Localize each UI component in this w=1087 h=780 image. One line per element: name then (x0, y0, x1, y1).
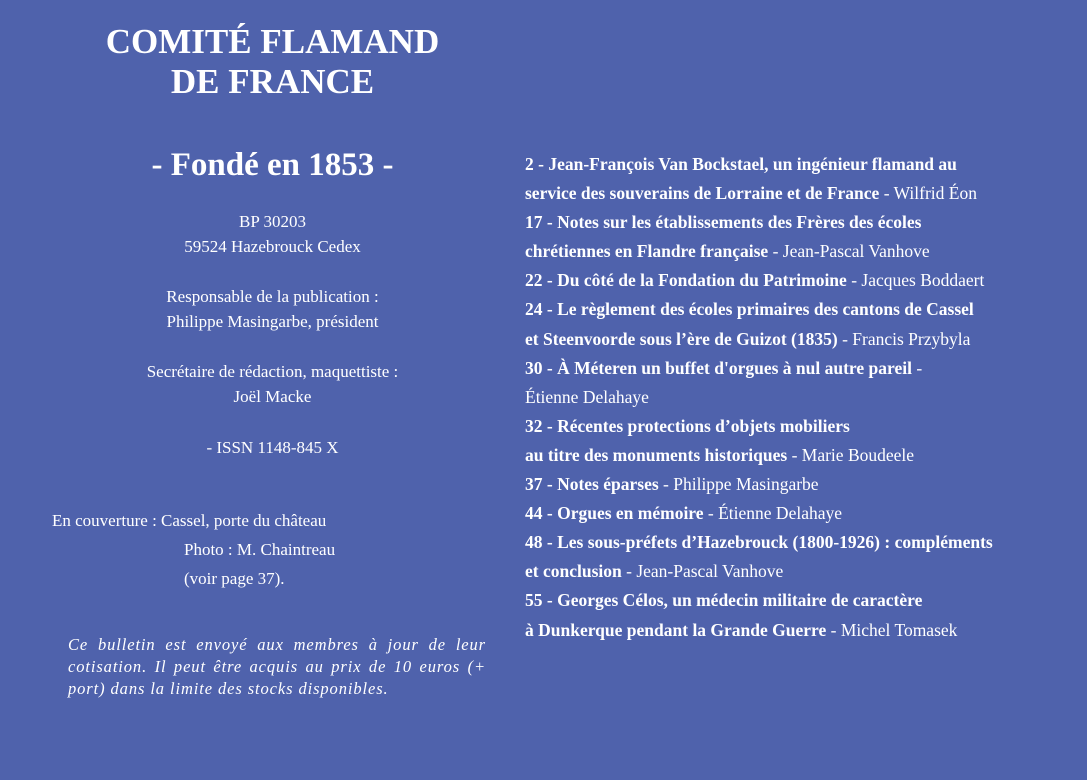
toc-title: 55 - Georges Célos, un médecin militaire de caractère à Dunkerque pendant la Grande Guerre (525, 590, 923, 640)
toc-title: 2 - Jean-François Van Bockstael, un ingénieur flamand au service des souverains de Lorraine et de France (525, 154, 957, 204)
toc-entry (525, 412, 1070, 470)
bulletin-note: Ce bulletin est envoyé aux membres à jour de leur cotisation. Il peut être acquis au prix de 10 euros (+ port) dans la limite des stocks disponibles. (68, 635, 486, 698)
toc-author: - Étienne Delahaye (703, 503, 843, 524)
address-block (0, 209, 545, 259)
toc-entry (525, 354, 1070, 412)
toc-author: - Jacques Boddaert (846, 270, 985, 291)
toc-author: - Étienne Delahaye (525, 357, 923, 407)
toc-entry (525, 208, 1070, 266)
publication-label: Responsable de la publication : (166, 287, 379, 306)
founded-heading: - Fondé en 1853 - (151, 147, 394, 183)
publication-name: Philippe Masingarbe, président (166, 312, 379, 331)
cover-ref: (voir page 37). (184, 569, 285, 588)
table-of-contents (525, 150, 1070, 645)
address-line-1: BP 30203 (239, 212, 306, 231)
address-line-2: 59524 Hazebrouck Cedex (184, 237, 361, 256)
toc-author: - Jean-Pascal Vanhove (621, 561, 784, 582)
editor-block (0, 359, 545, 409)
cover-line-1 (52, 506, 335, 535)
toc-entry (525, 295, 1070, 353)
editor-name: Joël Macke (233, 387, 312, 406)
cover-subject: Cassel, porte du château (161, 511, 327, 530)
toc-entry (525, 499, 1070, 528)
toc-title: 30 - À Méteren un buffet d'orgues à nul autre pareil (525, 357, 912, 378)
toc-author: - Jean-Pascal Vanhove (768, 241, 930, 262)
toc-title: 48 - Les sous-préfets d’Hazebrouck (1800-1926) : compléments et conclusion (525, 532, 993, 582)
editor-label: Secrétaire de rédaction, maquettiste : (146, 362, 399, 381)
toc-title: 24 - Le règlement des écoles primaires des cantons de Cassel et Steenvoorde sous l’ère de Guizot (1835) (525, 299, 974, 349)
title-line-2: DE FRANCE (170, 62, 375, 101)
toc-entry (525, 586, 1070, 644)
cover-label: En couverture : (52, 511, 157, 530)
toc-entry (525, 470, 1070, 499)
toc-author: - Philippe Masingarbe (658, 474, 819, 495)
toc-title: 17 - Notes sur les établissements des Frères des écoles chrétiennes en Flandre française (525, 212, 922, 262)
toc-entry (525, 150, 1070, 208)
toc-title: 22 - Du côté de la Fondation du Patrimoine (525, 270, 847, 291)
cover-photo: Photo : M. Chaintreau (184, 540, 336, 559)
cover-info (52, 506, 335, 593)
toc-author: - Marie Boudeele (787, 444, 915, 465)
toc-author: - Francis Przybyla (837, 328, 971, 349)
toc-title: 37 - Notes éparses (525, 474, 659, 495)
toc-author: - Michel Tomasek (826, 619, 958, 640)
page-title (0, 22, 545, 102)
title-line-1: COMITÉ FLAMAND (105, 22, 440, 61)
toc-title: 32 - Récentes protections d’objets mobiliers au titre des monuments historiques (525, 415, 850, 465)
toc-entry (525, 266, 1070, 295)
toc-entry (525, 528, 1070, 586)
publication-block (0, 284, 545, 334)
toc-title: 44 - Orgues en mémoire (525, 503, 704, 524)
toc-author: - Wilfrid Éon (879, 183, 977, 204)
issn: - ISSN 1148-845 X (206, 438, 339, 457)
